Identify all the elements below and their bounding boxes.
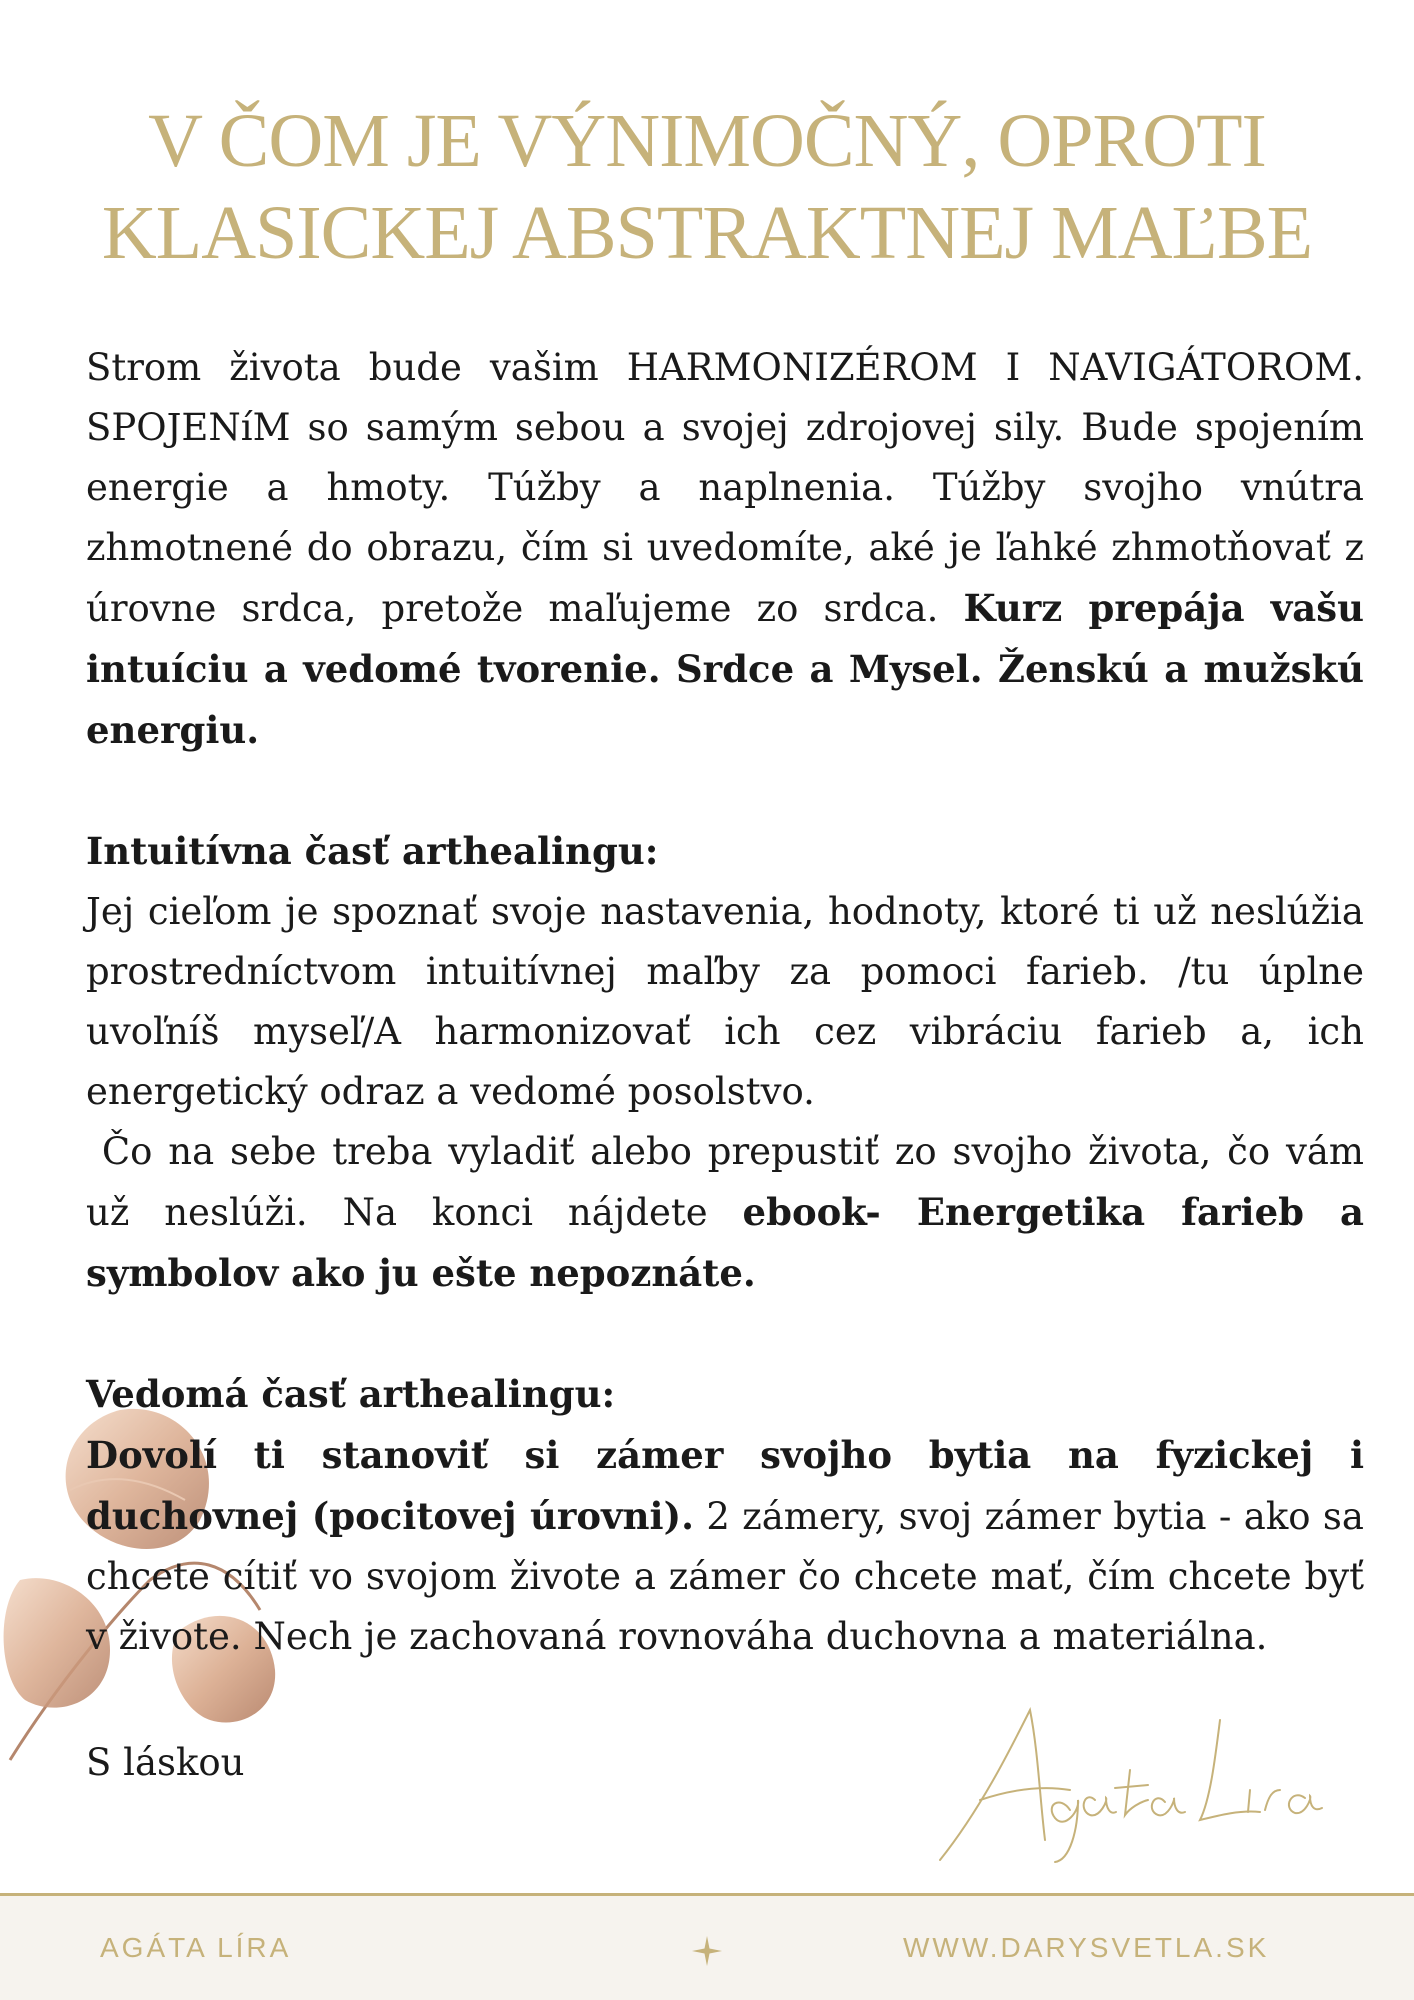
footer-website-link[interactable]: WWW.DARYSVETLA.SK (903, 1932, 1270, 1963)
intro-paragraph: Strom života bude vašim HARMONIZÉROM I NAVIGÁTOROM. SPOJENíM so samým sebou a svojej zdrojovej sily. Bude spojením energie a hmoty. Túžby a naplnenia. Túžby svojho vnútra zhmotnené do obrazu, čím si uvedomíte, aké je ľahké zhmotňovať z úrovne srdca, pretože maľujeme zo srdca. Kurz prepája vašu intuíciu a vedomé tvorenie. Srdce a Mysel. Ženskú a mužskú energiu. (86, 346, 1364, 752)
closing-text: S láskou (86, 1741, 245, 1784)
body-text (86, 338, 1364, 1667)
conscious-heading: Vedomá časť arthealingu: (86, 1372, 616, 1416)
handwritten-signature (920, 1690, 1340, 1870)
conscious-paragraph: Dovolí ti stanoviť si zámer svojho bytia na fyzickej i duchovnej (pocitovej úrovni). 2 zámery, svoj zámer bytia - ako sa chcete cítiť vo svojom živote a zámer čo chcete mať, čím chcete byť v živote. Nech je zachovaná rovnováha duchovna a materiálna. (86, 1433, 1364, 1658)
intuitive-paragraph-1: Jej cieľom je spoznať svoje nastavenia, hodnoty, ktoré ti už neslúžia prostredníctvom intuitívnej maľby za pomoci farieb. /tu úplne uvoľníš myseľ/A harmonizovať ich cez vibráciu farieb a, ich energetický odraz a vedomé posolstvo. (86, 890, 1364, 1113)
page-title (0, 95, 1414, 279)
intuitive-heading: Intuitívna časť arthealingu: (86, 829, 659, 873)
intuitive-paragraph-2: Čo na sebe treba vyladiť alebo prepustiť zo svojho života, čo vám už neslúži. Na konci nájdete ebook- Energetika farieb a symbolov ako ju ešte nepoznáte. (86, 1130, 1364, 1295)
ebook-bold: ebook- Energetika farieb a symbolov ako ju ešte nepoznáte. (86, 1190, 1364, 1295)
intro-bold: Kurz prepája vašu intuíciu a vedomé tvorenie. Srdce a Mysel. Ženskú a mužskú energiu. (86, 586, 1364, 752)
footer (0, 1896, 1414, 2000)
footer-author-name: AGÁTA LÍRA (100, 1932, 292, 1963)
star-icon (690, 1934, 724, 1968)
title-line-1: V ČOM JE VÝNIMOČNÝ, OPROTI (148, 99, 1266, 183)
title-line-2: KLASICKEJ ABSTRAKTNEJ MAĽBE (101, 191, 1313, 275)
